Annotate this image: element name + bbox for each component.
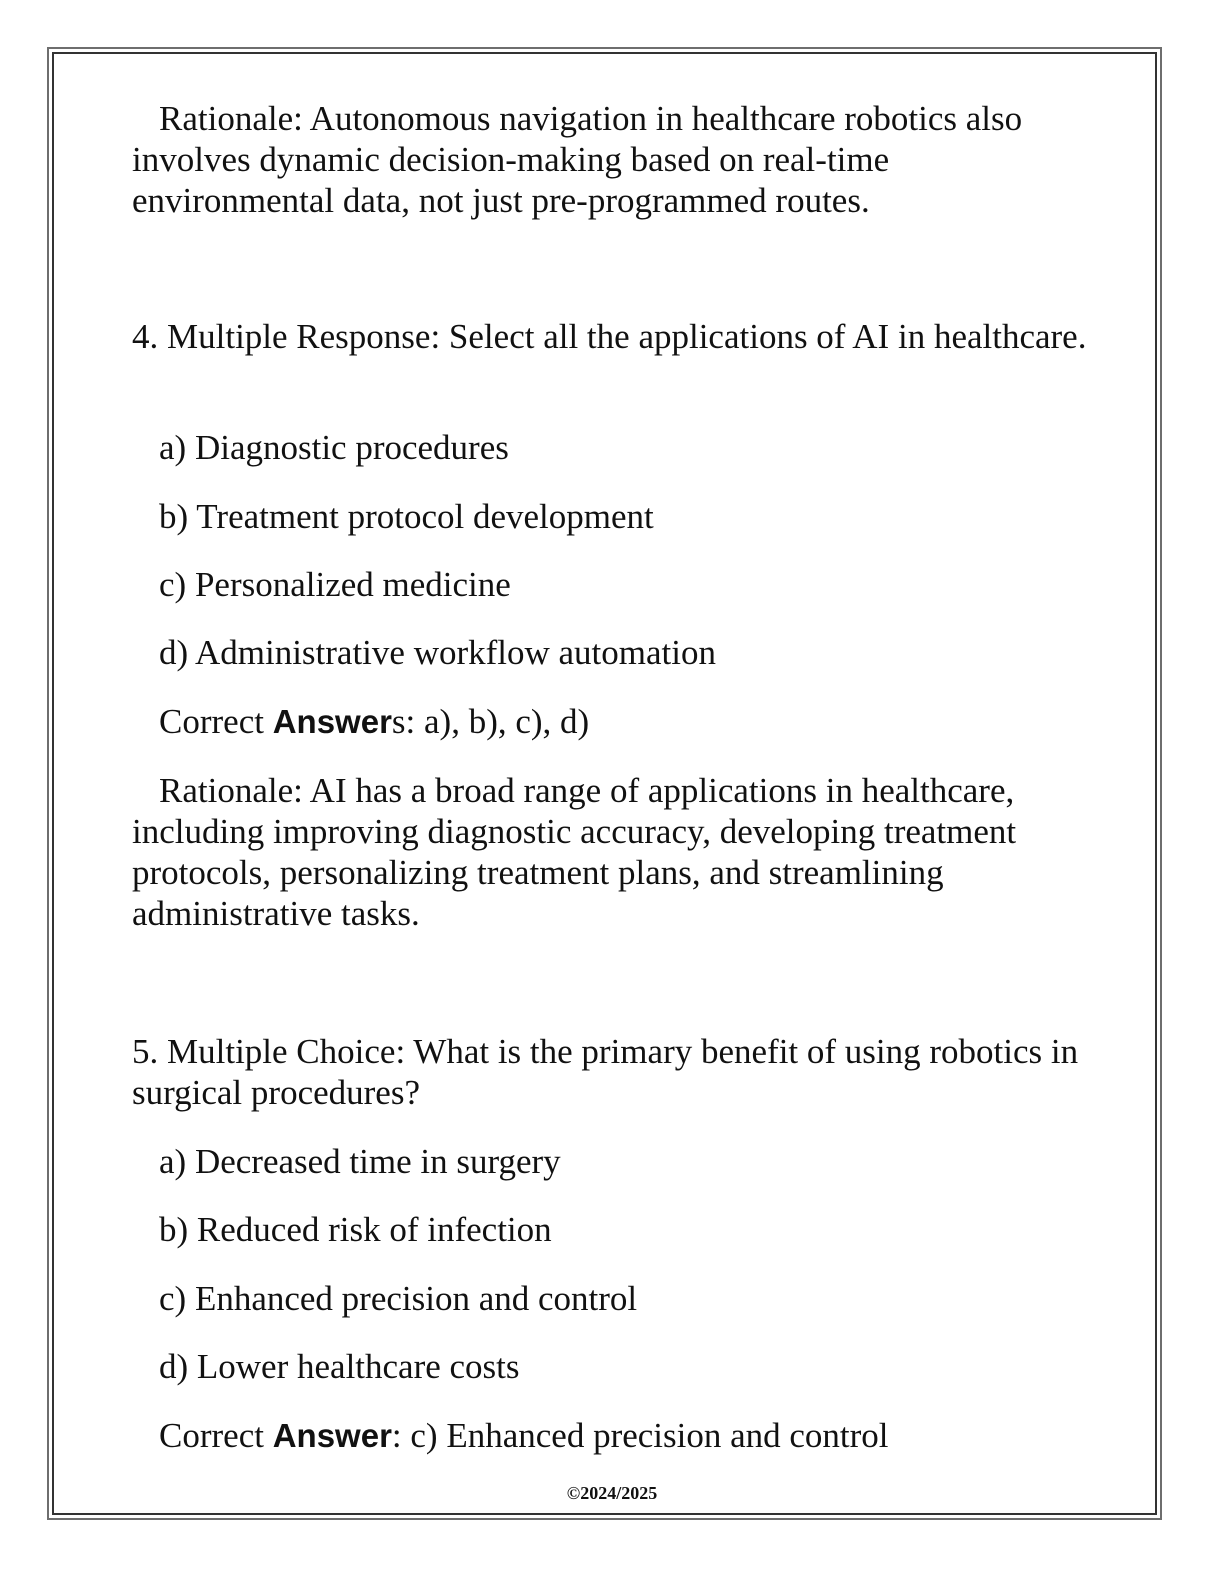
q5-answer-word: Answer <box>272 1417 392 1454</box>
q5-answer-suffix: : c) Enhanced precision and control <box>391 1416 889 1455</box>
q4-correct-answer <box>159 701 589 742</box>
q4-answer-prefix: Correct <box>159 702 273 741</box>
q4-option-a: a) Diagnostic procedures <box>159 428 509 467</box>
q5-answer-prefix: Correct <box>159 1416 273 1455</box>
q3-rationale: Rationale: Autonomous navigation in healthcare robotics also involves dynamic decision-making based on real-time environmental data, not just pre-programmed routes. <box>132 99 1023 220</box>
q4-question: 4. Multiple Response: Select all the applications of AI in healthcare. <box>132 317 1087 356</box>
q4-rationale: Rationale: AI has a broad range of applications in healthcare, including improving diagnostic accuracy, developing treatment protocols, personalizing treatment plans, and streamlining administrative tasks. <box>132 771 1017 933</box>
q4-option-c: c) Personalized medicine <box>159 565 511 604</box>
q5-correct-answer <box>159 1415 889 1456</box>
q5-option-b: b) Reduced risk of infection <box>159 1210 552 1249</box>
q4-option-b: b) Treatment protocol development <box>159 497 654 536</box>
q5-option-c: c) Enhanced precision and control <box>159 1279 638 1318</box>
q4-answer-word: Answer <box>272 703 392 740</box>
q5-question: 5. Multiple Choice: What is the primary benefit of using robotics in surgical procedures? <box>132 1032 1079 1112</box>
q4-answer-suffix: s: a), b), c), d) <box>391 702 590 741</box>
copyright-footer: ©2024/2025 <box>566 1483 658 1503</box>
q5-option-d: d) Lower healthcare costs <box>159 1347 520 1386</box>
q4-option-d: d) Administrative workflow automation <box>159 633 716 672</box>
q5-option-a: a) Decreased time in surgery <box>159 1142 561 1181</box>
